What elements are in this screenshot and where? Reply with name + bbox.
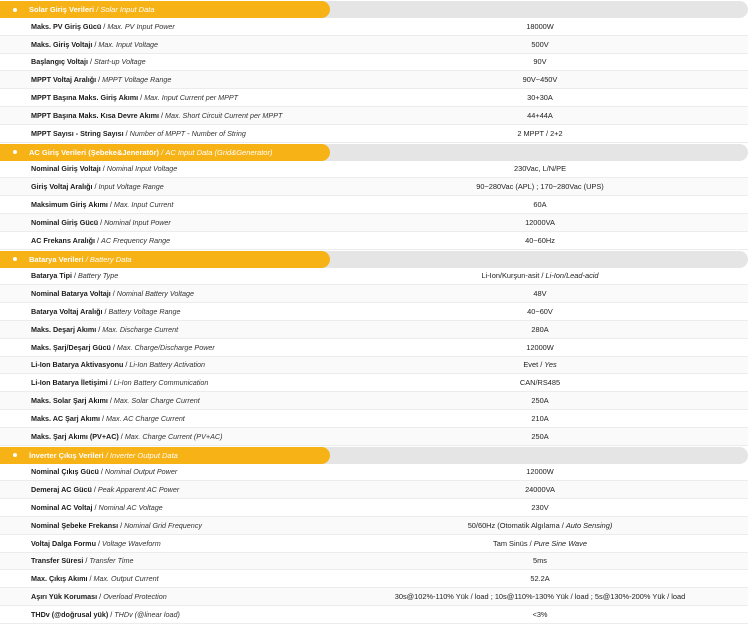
section-title-en: / AC Input Data (Grid&Generator) [159,147,273,157]
spec-row [0,374,748,392]
spec-value [346,93,748,102]
spec-label-tr: Li-Ion Batarya Aktivasyonu [31,360,124,370]
spec-label: Batarya Tipi / Battery Type [31,271,119,281]
spec-row [0,410,748,428]
spec-label-en: Nominal Input Power [104,217,171,227]
spec-label-en: Max. Charge/Discharge Power [116,342,215,352]
spec-label-en: Li-Ion Battery Communication [113,378,209,388]
spec-label: Voltaj Dalga Formu / Voltage Waveform [31,538,161,548]
section-title-tr: İnverter Çıkış Verileri [29,450,104,460]
spec-value-text: Evet [523,360,539,370]
spec-value [346,396,748,405]
section-header-tab [0,1,330,18]
spec-label-tr: Nominal Batarya Voltajı [31,289,111,299]
spec-label-en: Li-Ion Battery Activation [129,360,206,370]
spec-label-en: Max. Short Circuit Current per MPPT [164,110,283,120]
spec-label-en: Battery Voltage Range [108,307,181,317]
spec-row [0,232,748,250]
spec-label-tr: Batarya Voltaj Aralığı [31,307,103,317]
spec-label: MPPT Voltaj Aralığı / MPPT Voltage Range [31,75,172,85]
spec-value-text: 48V [533,289,547,299]
section-header-track [300,251,748,268]
spec-label-en: MPPT Voltage Range [102,75,172,85]
spec-value-en: Auto Sensing) [565,520,613,530]
section-rows [0,268,748,446]
section-rows [0,161,748,250]
spec-label: Nominal AC Voltaj / Nominal AC Voltage [31,503,163,513]
section-header [0,447,748,464]
section-header [0,1,748,18]
spec-label-en: Voltage Waveform [101,538,161,548]
spec-value [346,432,748,441]
spec-value [346,200,748,209]
spec-value [346,467,748,476]
spec-label: Nominal Giriş Gücü / Nominal Input Power [31,217,171,227]
spec-label: Nominal Giriş Voltajı / Nominal Input Voltage [31,164,178,174]
section-title-tr: Batarya Verileri [29,254,84,264]
spec-row [0,481,748,499]
spec-label-tr: Transfer Süresi [31,556,84,566]
spec-value-text: 44+44A [527,110,553,120]
spec-label: Batarya Voltaj Aralığı / Battery Voltage Range [31,307,181,317]
spec-label: Demeraj AC Gücü / Peak Apparent AC Power [31,485,180,495]
spec-value [346,503,748,512]
spec-value-text: 60A [533,200,547,210]
spec-label-tr: Giriş Voltaj Aralığı [31,182,93,192]
spec-label: Maks. Şarj Akımı (PV+AC) / Max. Charge Current (PV+AC) [31,431,223,441]
spec-row [0,268,748,286]
spec-row [0,428,748,446]
spec-label: THDv (@doğrusal yük) / THDv (@linear load) [31,609,180,619]
spec-row [0,54,748,72]
spec-value-en: Li-Ion/Lead-acid [545,271,599,281]
spec-value-text: 40~60V [527,307,553,317]
spec-row [0,161,748,179]
spec-label-tr: Voltaj Dalga Formu [31,538,96,548]
spec-label-tr: Maks. Giriş Voltajı [31,39,93,49]
spec-label: Nominal Batarya Voltajı / Nominal Battery Voltage [31,289,194,299]
spec-value [346,40,748,49]
spec-row [0,357,748,375]
spec-value-text: <3% [532,609,548,619]
section-header-track [300,1,748,18]
spec-value-text: 500V [531,39,549,49]
spec-value-text: 90V [533,57,547,67]
spec-row [0,588,748,606]
spec-label: Aşırı Yük Koruması / Overload Protection [31,592,167,601]
spec-label: Li-Ion Batarya Aktivasyonu / Li-Ion Battery Activation [31,360,206,370]
spec-label: Nominal Çıkış Gücü / Nominal Output Power [31,467,178,477]
spec-row [0,214,748,232]
spec-label-tr: Nominal Çıkış Gücü [31,467,99,477]
section-title-en: / Battery Data [83,254,132,264]
spec-value [346,378,748,387]
spec-label-en: Max. Output Current [93,574,159,584]
spec-value-text: 30+30A [527,93,553,103]
spec-value-en: Yes [544,360,557,370]
section-header-track [300,447,748,464]
spec-row [0,535,748,553]
spec-label: MPPT Sayısı - String Sayısı / Number of MPPT - Number of String [31,128,246,138]
spec-value-text: 250A [531,396,549,406]
spec-label-tr: Batarya Tipi [31,271,73,281]
spec-value [346,556,748,565]
spec-value-text: 250A [531,431,549,441]
spec-value-text: Tam Sinüs [493,538,528,548]
section-title-tr: AC Giriş Verileri (Şebeke&Jeneratör) [29,147,160,157]
spec-value-text: 280A [531,324,549,334]
spec-label: Max. Çıkış Akımı / Max. Output Current [31,574,159,584]
spec-value-text: 12000W [526,342,554,352]
bullet-icon [13,150,17,154]
spec-label-en: Max. PV Input Power [107,21,175,31]
spec-sheet [0,1,748,619]
section-rows [0,464,748,624]
spec-value [346,289,748,298]
spec-row [0,464,748,482]
section-header-tab [0,144,330,161]
spec-label-en: Max. Input Current per MPPT [144,93,239,103]
spec-label-en: Transfer Time [89,556,134,566]
spec-value [346,57,748,66]
spec-row [0,196,748,214]
spec-label-en: Nominal Input Voltage [106,164,178,174]
spec-label: Maks. Şarj/Deşarj Gücü / Max. Charge/Discharge Power [31,342,215,352]
spec-value-text: 90~280Vac (APL) ; 170~280Vac (UPS) [476,182,604,192]
spec-value [346,111,748,120]
spec-value-text: 24000VA [525,485,555,495]
spec-label: Maks. AC Şarj Akımı / Max. AC Charge Current [31,413,185,423]
spec-row [0,89,748,107]
spec-label-en: Peak Apparent AC Power [97,485,180,495]
spec-value-text: 30s@102%-110% Yük / load ; 10s@110%-130% Yük / load ; 5s@130%-200% Yük / load [394,592,686,601]
spec-value [346,485,748,494]
spec-label: Maks. Solar Şarj Akımı / Max. Solar Charge Current [31,396,200,406]
section-title-tr: Solar Giriş Verileri [29,5,95,14]
spec-label-en: Max. Input Voltage [98,39,159,49]
spec-label: Maks. Deşarj Akımı / Max. Discharge Current [31,324,179,334]
spec-row [0,517,748,535]
spec-label-tr: Maks. PV Giriş Gücü [31,21,102,31]
spec-value-text: 52.2A [530,574,550,584]
spec-label-en: Nominal Battery Voltage [116,289,194,299]
spec-row [0,107,748,125]
spec-label-en: Max. Input Current [113,200,174,210]
section-header-tab [0,251,330,268]
spec-row [0,339,748,357]
spec-value [346,22,748,31]
spec-label-tr: MPPT Başına Maks. Kısa Devre Akımı [31,110,159,120]
section-header-track [300,144,748,161]
spec-value: Li-Ion/Kurşun-asit / Li-Ion/Lead-acid [481,271,599,281]
spec-value [346,574,748,583]
spec-label-tr: Li-Ion Batarya İletişimi [31,378,108,388]
spec-value [346,129,748,138]
bullet-icon [13,8,17,12]
spec-value-text: Li-Ion/Kurşun-asit [481,271,540,281]
spec-label: Maks. PV Giriş Gücü / Max. PV Input Power [31,21,175,31]
spec-value-text: 12000W [526,467,554,477]
spec-value [346,414,748,423]
spec-label: Maks. Giriş Voltajı / Max. Input Voltage [31,39,159,49]
spec-row [0,570,748,588]
spec-value-en: Pure Sine Wave [533,538,587,548]
section-header [0,144,748,161]
spec-label: AC Frekans Aralığı / AC Frequency Range [31,235,171,245]
spec-row [0,392,748,410]
spec-value: Evet / Yes [523,360,557,370]
spec-value-text: 90V~450V [522,75,558,85]
spec-label-en: Max. Discharge Current [102,324,179,334]
spec-value-text: 12000VA [525,217,555,227]
spec-label-en: AC Frequency Range [101,235,171,245]
spec-label-tr: THDv (@doğrusal yük) [31,609,109,619]
spec-label-en: Overload Protection [103,592,167,601]
spec-value-text: 5ms [533,556,547,566]
spec-row [0,303,748,321]
section-title-en: / Inverter Output Data [103,450,178,460]
section-rows [0,18,748,143]
spec-label-en: Input Voltage Range [98,182,164,192]
spec-label-tr: Aşırı Yük Koruması [31,592,98,601]
spec-value [346,592,748,601]
spec-value [346,182,748,191]
spec-value [346,164,748,173]
spec-value-text: 230V [531,503,549,513]
spec-label-en: Max. Charge Current (PV+AC) [124,431,223,441]
spec-label-tr: AC Frekans Aralığı [31,235,96,245]
spec-label: Nominal Şebeke Frekansı / Nominal Grid Frequency [31,520,202,530]
spec-row [0,553,748,571]
spec-value [346,236,748,245]
spec-value-text: 40~60Hz [525,235,555,245]
spec-label-tr: MPPT Voltaj Aralığı [31,75,97,85]
spec-label: MPPT Başına Maks. Giriş Akımı / Max. Input Current per MPPT [31,93,239,103]
spec-value-text: 18000W [526,21,554,31]
spec-label: Transfer Süresi / Transfer Time [31,556,134,566]
spec-value [346,75,748,84]
spec-row [0,18,748,36]
spec-value-text: CAN/RS485 [519,378,561,388]
spec-label-tr: Maks. Solar Şarj Akımı [31,396,108,406]
spec-label-tr: Maks. Şarj Akımı (PV+AC) [31,431,119,441]
spec-label-tr: Başlangıç Voltajı [31,57,88,67]
spec-value: 50/60Hz (Otomatik Algılama / Auto Sensing) [467,520,613,530]
spec-label-tr: Demeraj AC Gücü [31,485,92,495]
spec-label: Başlangıç Voltajı / Start-up Voltage [31,57,146,67]
spec-label: Giriş Voltaj Aralığı / Input Voltage Range [31,182,164,192]
spec-label-tr: Nominal Giriş Gücü [31,217,99,227]
spec-value [346,218,748,227]
spec-label-tr: MPPT Başına Maks. Giriş Akımı [31,93,139,103]
spec-value-text: 50/60Hz (Otomatik Algılama [467,520,560,530]
spec-label-tr: Nominal Giriş Voltajı [31,164,101,174]
spec-label-tr: Maks. AC Şarj Akımı [31,413,100,423]
spec-label-tr: Maks. Deşarj Akımı [31,324,97,334]
spec-label-en: Nominal AC Voltage [98,503,163,513]
spec-label-tr: Max. Çıkış Akımı [31,574,88,584]
spec-value [346,343,748,352]
spec-label-en: Nominal Output Power [104,467,178,477]
spec-label-en: Battery Type [78,271,119,281]
section-header-tab [0,447,330,464]
spec-label-tr: Nominal Şebeke Frekansı [31,520,119,530]
spec-row [0,125,748,143]
spec-row [0,321,748,339]
spec-label-tr: MPPT Sayısı - String Sayısı [31,128,124,138]
spec-row [0,36,748,54]
bullet-icon [13,453,17,457]
spec-value: Tam Sinüs / Pure Sine Wave [493,538,587,548]
spec-value [346,325,748,334]
spec-row [0,285,748,303]
spec-label-en: Number of MPPT - Number of String [129,128,246,138]
spec-label-tr: Maksimum Giriş Akımı [31,200,108,210]
bullet-icon [13,257,17,261]
spec-label: MPPT Başına Maks. Kısa Devre Akımı / Max. Short Circuit Current per MPPT [31,110,283,120]
spec-row [0,499,748,517]
spec-value [346,610,748,619]
spec-label-en: THDv (@linear load) [114,609,180,619]
spec-row [0,178,748,196]
section-title-en: / Solar Input Data [94,5,155,14]
section-header [0,251,748,268]
spec-value-text: 210A [531,413,549,423]
spec-label: Li-Ion Batarya İletişimi / Li-Ion Battery Communication [31,378,209,388]
spec-label-en: Start-up Voltage [93,57,146,67]
spec-value [346,307,748,316]
spec-value-text: 2 MPPT / 2+2 [517,128,563,138]
spec-label: Maksimum Giriş Akımı / Max. Input Current [31,200,174,210]
spec-label-en: Max. AC Charge Current [105,413,185,423]
spec-row [0,71,748,89]
spec-label-en: Max. Solar Charge Current [113,396,200,406]
spec-label-tr: Maks. Şarj/Deşarj Gücü [31,342,111,352]
spec-value-text: 230Vac, L/N/PE [513,164,567,174]
spec-label-tr: Nominal AC Voltaj [31,503,93,513]
spec-label-en: Nominal Grid Frequency [124,520,202,530]
